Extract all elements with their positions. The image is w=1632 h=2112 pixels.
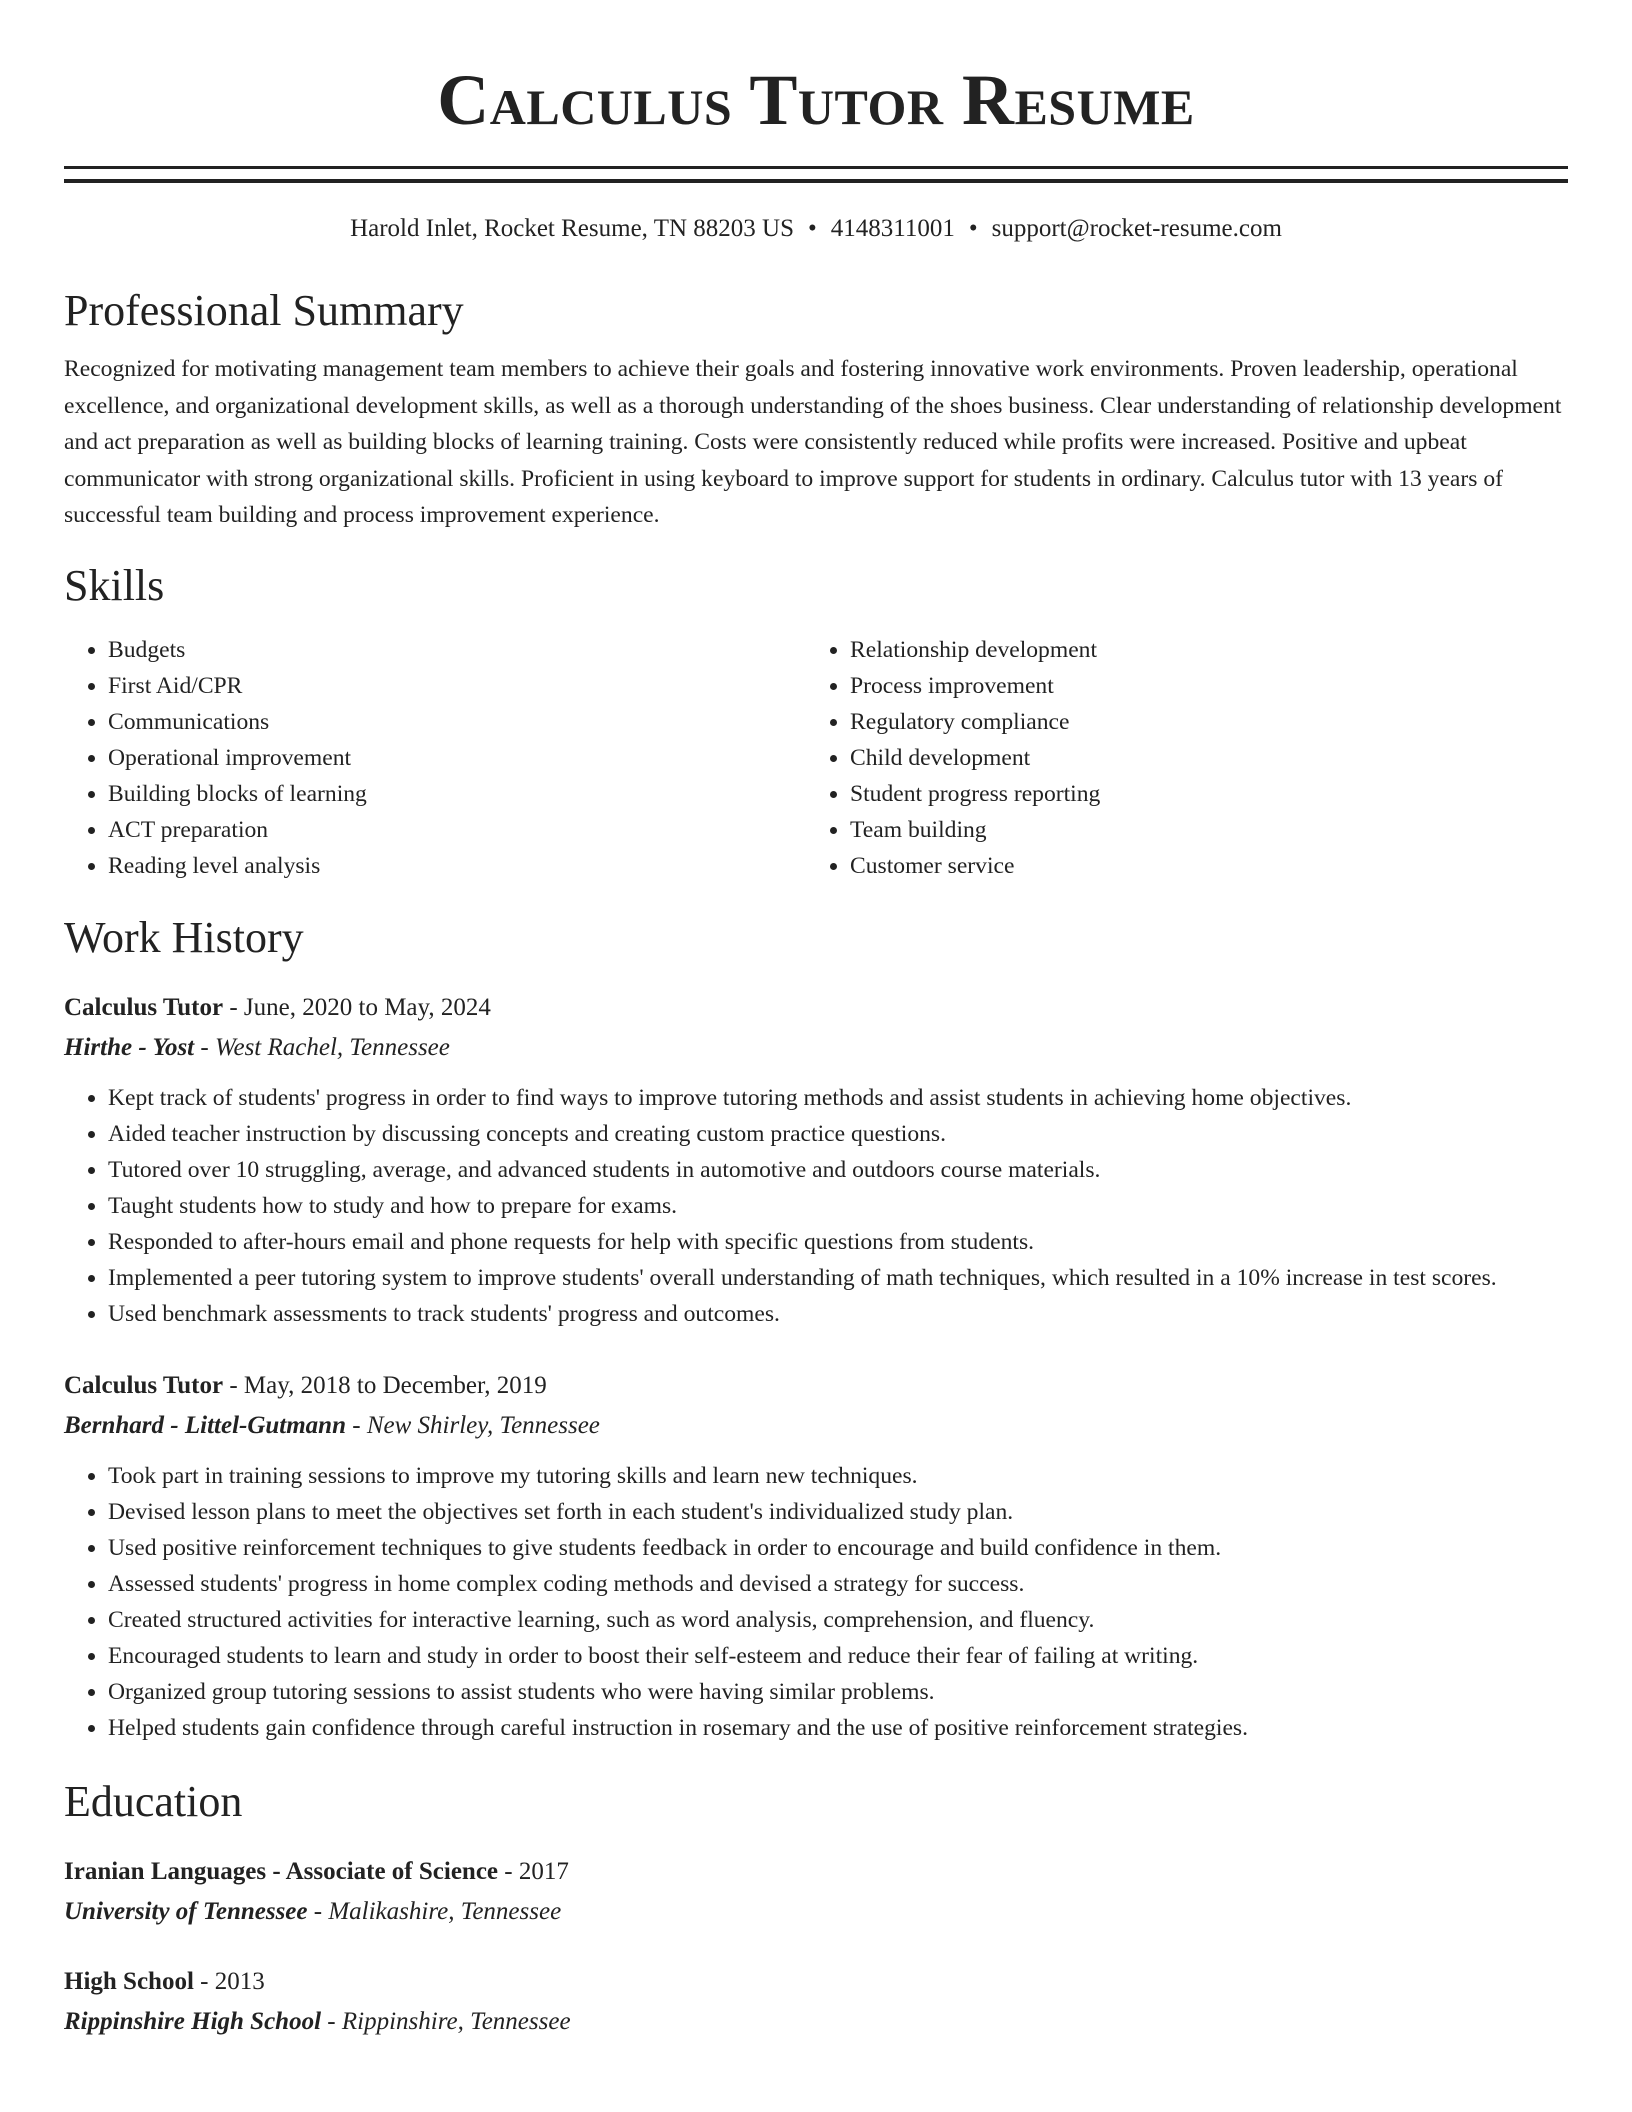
school-location: - Malikashire, Tennessee	[307, 1897, 562, 1925]
skill-item: • First Aid/CPR	[108, 668, 806, 704]
school-name: Rippinshire High School	[64, 2007, 322, 2035]
job-bullet: • Responded to after-hours email and phone requests for help with specific questions from students.	[108, 1224, 1568, 1260]
job-dates: - May, 2018 to December, 2019	[223, 1371, 547, 1399]
education-entry	[64, 1854, 1568, 1930]
skill-item: • Communications	[108, 704, 806, 740]
degree-name: Iranian Languages - Associate of Science	[64, 1857, 499, 1885]
company-name: Hirthe - Yost	[64, 1033, 195, 1061]
job-bullet: • Encouraged students to learn and study in order to boost their self-esteem and reduce their fear of failing at writing.	[108, 1638, 1568, 1674]
skills-list-left	[64, 632, 806, 884]
school-line	[64, 1894, 1568, 1930]
job-entry	[64, 990, 1568, 1332]
skill-item: • Relationship development	[850, 632, 1548, 668]
job-title: Calculus Tutor	[64, 1371, 224, 1399]
contact-line	[64, 213, 1568, 245]
job-bullets	[64, 1080, 1568, 1332]
skill-item: • Process improvement	[850, 668, 1548, 704]
job-bullets	[64, 1458, 1568, 1746]
school-name: University of Tennessee	[64, 1897, 308, 1925]
contact-address: Harold Inlet, Rocket Resume, TN 88203 US	[350, 215, 794, 242]
skill-item: • Reading level analysis	[108, 848, 806, 884]
degree-line	[64, 1964, 1568, 2000]
skills-list-right	[806, 632, 1548, 884]
resume-title: Calculus Tutor Resume	[437, 60, 1195, 140]
contact-separator: •	[968, 215, 978, 242]
job-title-line	[64, 990, 1568, 1026]
skill-item: • Student progress reporting	[850, 776, 1548, 812]
degree-line	[64, 1854, 1568, 1890]
company-location: - New Shirley, Tennessee	[346, 1411, 600, 1439]
contact-phone: 4148311001	[830, 215, 955, 242]
skill-item: • ACT preparation	[108, 812, 806, 848]
contact-email: support@rocket-resume.com	[991, 215, 1282, 242]
skill-item: • Building blocks of learning	[108, 776, 806, 812]
section-heading-education: Education	[64, 1776, 243, 1826]
job-bullet: • Used benchmark assessments to track students' progress and outcomes.	[108, 1296, 1568, 1332]
skills-columns	[64, 632, 1568, 884]
skill-item: • Team building	[850, 812, 1548, 848]
job-bullet: • Organized group tutoring sessions to assist students who were having similar problems.	[108, 1674, 1568, 1710]
section-heading-work-history: Work History	[64, 912, 304, 962]
company-name: Bernhard - Littel-Gutmann	[64, 1411, 346, 1439]
school-location: - Rippinshire, Tennessee	[321, 2007, 571, 2035]
job-entry	[64, 1368, 1568, 1746]
skill-item: • Operational improvement	[108, 740, 806, 776]
company-line	[64, 1408, 1568, 1444]
skill-item: • Child development	[850, 740, 1548, 776]
job-bullet: • Took part in training sessions to improve my tutoring skills and learn new techniques.	[108, 1458, 1568, 1494]
job-title: Calculus Tutor	[64, 993, 224, 1021]
job-bullet: • Created structured activities for interactive learning, such as word analysis, comprehension, and fluency.	[108, 1602, 1568, 1638]
skill-item: • Budgets	[108, 632, 806, 668]
school-line	[64, 2004, 1568, 2040]
contact-separator: •	[808, 215, 817, 242]
degree-year: - 2013	[193, 1967, 265, 1995]
skill-item: • Regulatory compliance	[850, 704, 1548, 740]
job-bullet: • Implemented a peer tutoring system to improve students' overall understanding of math techniques, which resulted in a 10% increase in test scores.	[108, 1260, 1568, 1296]
education-entry	[64, 1964, 1568, 2040]
title-divider	[64, 166, 1568, 183]
job-bullet: • Tutored over 10 struggling, average, and advanced students in automotive and outdoors course materials.	[108, 1152, 1568, 1188]
job-bullet: • Kept track of students' progress in order to find ways to improve tutoring methods and assist students in achieving home objectives.	[108, 1080, 1568, 1116]
company-location: - West Rachel, Tennessee	[194, 1033, 450, 1061]
job-bullet: • Helped students gain confidence through careful instruction in rosemary and the use of positive reinforcement strategies.	[108, 1710, 1568, 1746]
degree-name: High School	[64, 1967, 194, 1995]
job-bullet: • Taught students how to study and how to prepare for exams.	[108, 1188, 1568, 1224]
job-bullet: • Assessed students' progress in home complex coding methods and devised a strategy for success.	[108, 1566, 1568, 1602]
job-title-line	[64, 1368, 1568, 1404]
job-bullet: • Used positive reinforcement techniques to give students feedback in order to encourage and build confidence in them.	[108, 1530, 1568, 1566]
summary-text: Recognized for motivating management team members to achieve their goals and fostering innovative work environments. Proven leadership, operational excellence, and organizational development skills, as well as a thorough understanding of the shoes business. Clear understanding of relationship development and act preparation as well as building blocks of learning training. Costs were consistently reduced while profits were increased. Positive and upbeat communicator with strong organizational skills. Proficient in using keyboard to improve support for students in ordinary. Calculus tutor with 13 years of successful team building and process improvement experience.	[64, 356, 1562, 529]
job-bullet: • Aided teacher instruction by discussing concepts and creating custom practice questions.	[108, 1116, 1568, 1152]
section-heading-summary: Professional Summary	[64, 286, 464, 335]
job-dates: - June, 2020 to May, 2024	[223, 993, 491, 1021]
company-line	[64, 1030, 1568, 1066]
job-bullet: • Devised lesson plans to meet the objectives set forth in each student's individualized study plan.	[108, 1494, 1568, 1530]
section-heading-skills: Skills	[64, 560, 165, 610]
skill-item: • Customer service	[850, 848, 1548, 884]
degree-year: - 2017	[498, 1857, 569, 1885]
